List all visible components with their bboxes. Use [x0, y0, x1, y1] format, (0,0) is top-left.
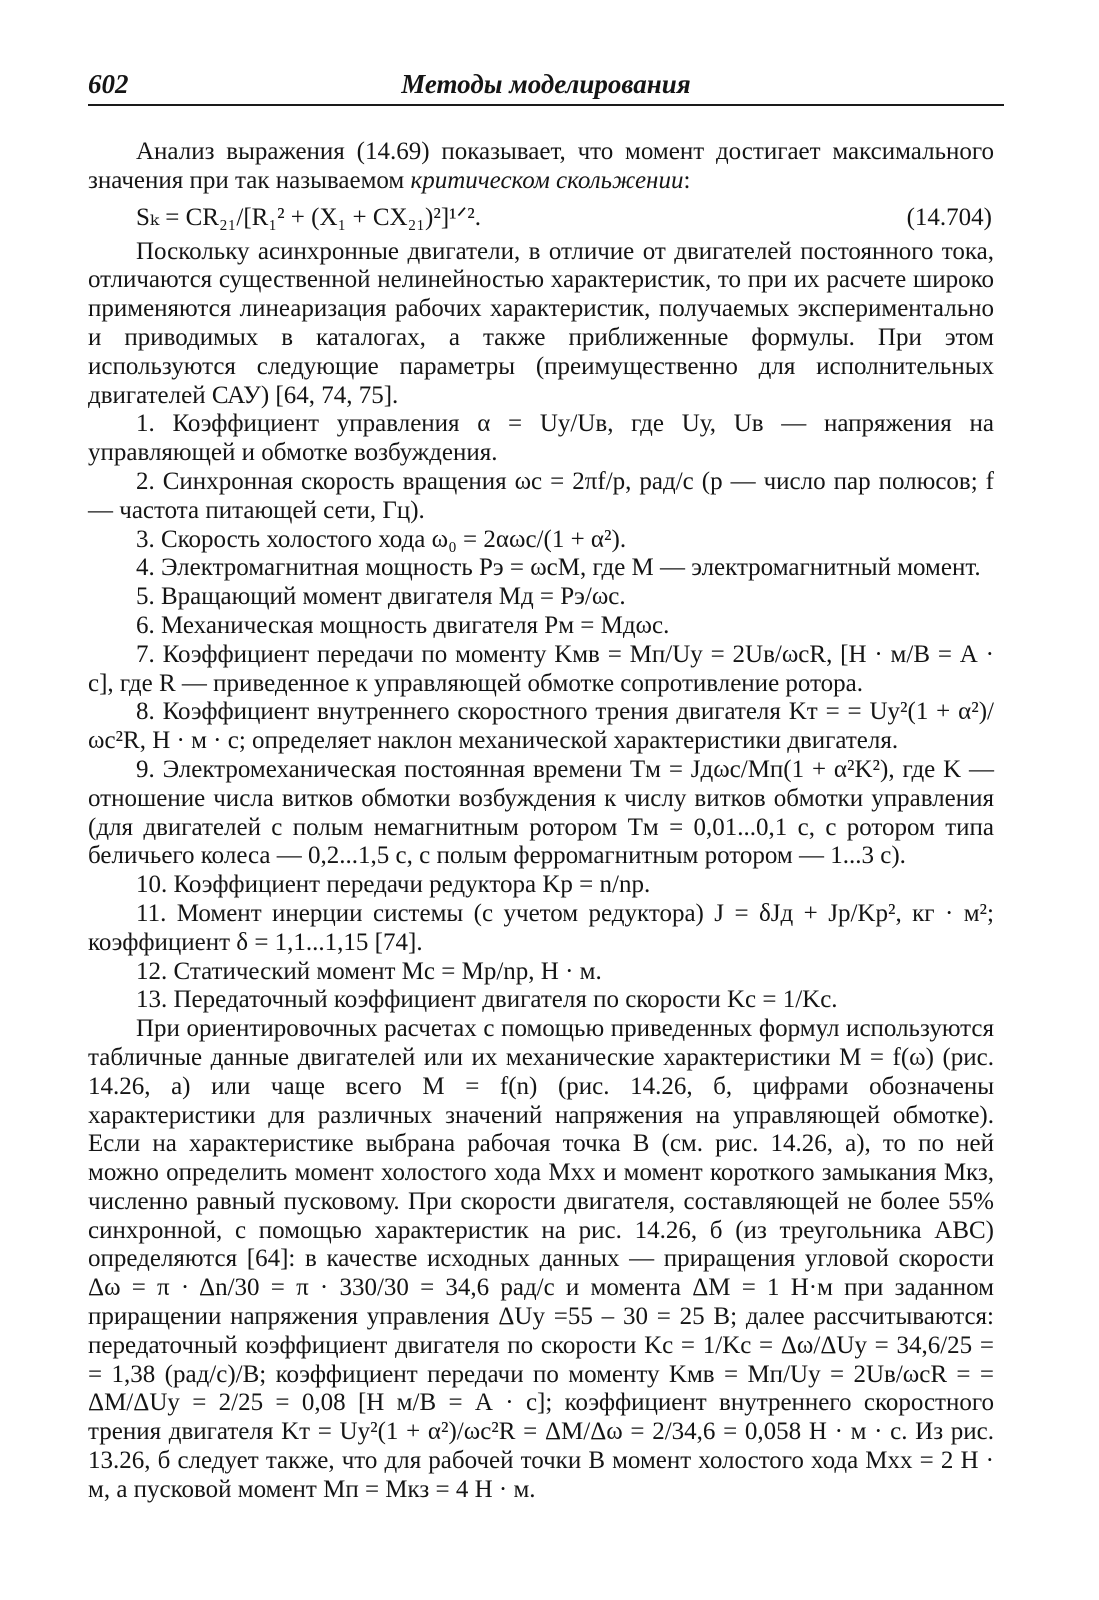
list-item-5: 5. Вращающий момент двигателя Mд = Pэ/ωс.: [136, 583, 626, 611]
page-header: [88, 70, 1004, 106]
document-body: [88, 138, 994, 1505]
list-item-2: 2. Синхронная скорость вращения ωс = 2πf/p, рад/с (p — число пар полюсов; f — частота питающей сети, Гц).: [88, 467, 994, 524]
list-item-7: 7. Коэффициент передачи по моменту Kмв = Mп/Uу = 2Uв/ωсR, [Н · м/В = А · с], где R — приведенное к управляющей обмотке сопротивление ротора.: [88, 640, 994, 697]
equation-number: (14.704): [906, 203, 992, 231]
equation-formula: Sₖ = CR₂₁/[R₁² + (X₁ + CX₂₁)²]¹ᐟ².: [136, 203, 481, 231]
equation-14-704: [88, 200, 994, 236]
intro-text: Анализ выражения (14.69) показывает, что момент достигает максимального значения при так называемом: [88, 138, 994, 194]
list-item-10: 10. Коэффициент передачи редуктора Kр = n/nр.: [136, 871, 651, 899]
intro-end: :: [683, 166, 691, 194]
closing-paragraph: При ориентировочных расчетах с помощью приведенных формул используются табличные данные двигателей или их механические характеристики M = f(ω) (рис. 14.26, а) или чаще всего M = f(n) (рис. 14.26, б, цифрами обозначены характеристики для различных значений напряжения на управляющей обмотке). Если на характеристике выбрана рабочая точка B (см. рис. 14.26, а), то по ней можно определить момент холостого хода Mхх и момент короткого замыкания Mкз, численно равный пусковому. При скорости двигателя, составляющей не более 55% синхронной, с помощью характеристик на рис. 14.26, б (из треугольника ABC) определяются [64]: в качестве исходных данных — приращения угловой скорости Δω = π · Δn/30 = π · 330/30 = 34,6 рад/с и момента ΔM = 1 Н·м при заданном приращении напряжения управления ΔUу =55 – 30 = 25 В; далее рассчитываются: передаточный коэффициент двигателя по скорости Kс = 1/Kс = Δω/ΔUу = 34,6/25 = = 1,38 (рад/с)/В; коэффициент передачи по моменту Kмв = Mп/Uу = 2Uв/ωсR = = ΔM/ΔUу = 2/25 = 0,08 [Н м/В = А · с]; коэффициент внутреннего скоростного трения двигателя Kт = Uу²(1 + α²)/ωс²R = ΔM/Δω = 2/34,6 = 0,058 Н · м · с. Из рис. 13.26, б следует также, что для рабочей точки B момент холостого хода Mхх = 2 Н · м, а пусковой момент Mп = Mкз = 4 Н · м.: [88, 1015, 994, 1503]
list-item-8: 8. Коэффициент внутреннего скоростного трения двигателя Kт = = Uу²(1 + α²)/ωс²R, Н · м · с; определяет наклон механической характеристики двигателя.: [88, 698, 994, 755]
params-intro-paragraph: Поскольку асинхронные двигатели, в отличие от двигателей постоянного тока, отличаются существенной нелинейностью характеристик, то при их расчете широко применяются линеаризация рабочих характеристик, получаемых экспериментально и приводимых в каталогах, а также приближенные формулы. При этом используются следующие параметры (преимущественно для исполнительных двигателей САУ) [64, 74, 75].: [88, 237, 994, 409]
list-item-11: 11. Момент инерции системы (с учетом редуктора) J = δJд + Jр/Kр², кг · м²; коэффициент δ = 1,1...1,15 [74].: [88, 899, 994, 956]
list-item-6: 6. Механическая мощность двигателя Pм = Mдωс.: [136, 611, 670, 639]
list-item-4: 4. Электромагнитная мощность Pэ = ωсM, где M — электромагнитный момент.: [136, 554, 981, 582]
list-item-1: 1. Коэффициент управления α = Uу/Uв, где Uу, Uв — напряжения на управляющей и обмотке возбуждения.: [88, 410, 994, 467]
list-item-3: 3. Скорость холостого хода ω₀ = 2αωс/(1 + α²).: [136, 525, 627, 553]
intro-paragraph: [88, 138, 994, 196]
page-number: 602: [88, 69, 129, 99]
running-title: Методы моделирования: [401, 69, 691, 99]
intro-term: критическом скольжении: [410, 166, 684, 194]
list-item-9: 9. Электромеханическая постоянная времени Tм = Jдωс/Mп(1 + α²K²), где K — отношение числа витков обмотки возбуждения к числу витков обмотки управления (для двигателей с полым немагнитным ротором Tм = 0,01...0,1 с, с ротором типа беличьего колеса — 0,2...1,5 с, с полым ферромагнитным ротором — 1...3 с).: [88, 755, 994, 870]
list-item-13: 13. Передаточный коэффициент двигателя по скорости Kс = 1/Kс.: [136, 986, 838, 1014]
list-item-12: 12. Статический момент Mс = Mр/nр, Н · м.: [136, 957, 602, 985]
